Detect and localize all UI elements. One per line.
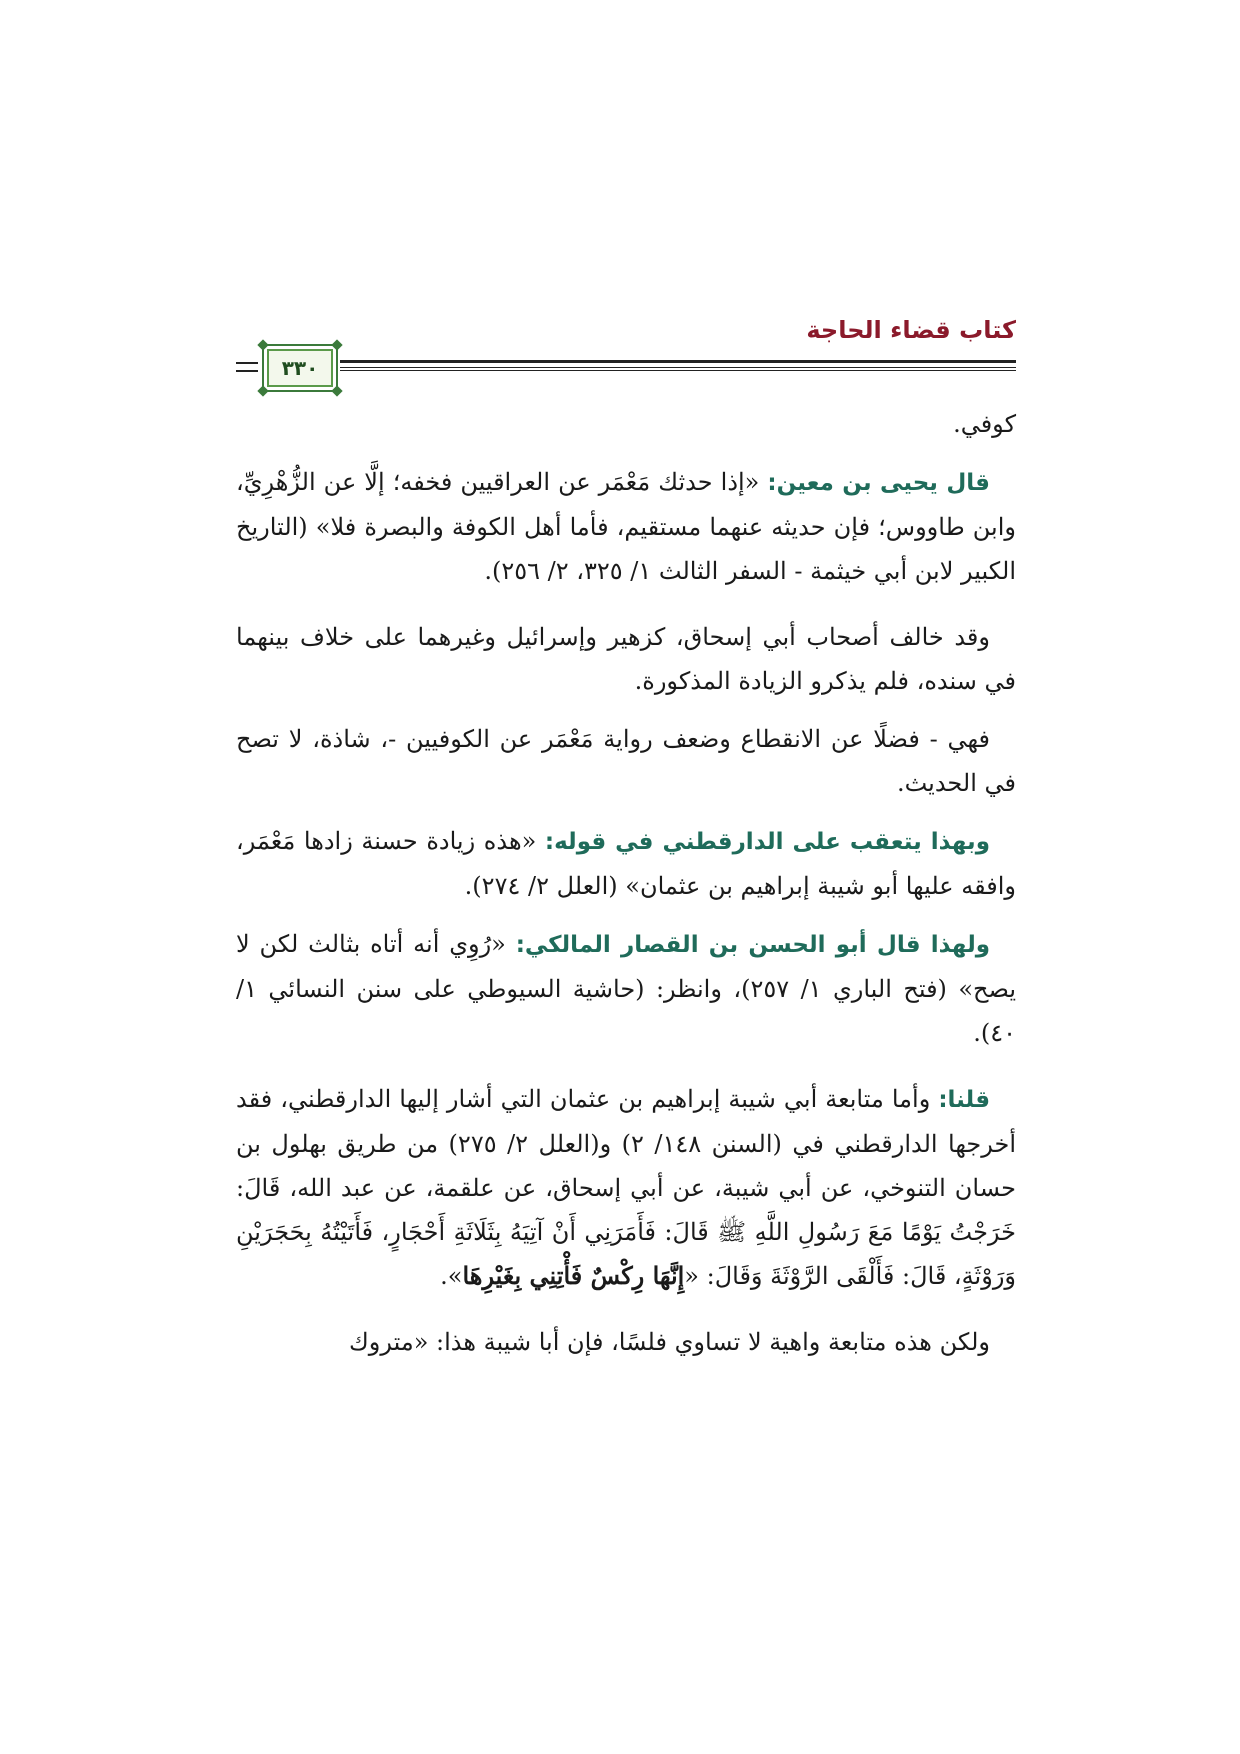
- paragraph-text: ولكن هذه متابعة واهية لا تساوي فلسًا، فإن أبا شيبة هذا: «متروك: [348, 1328, 990, 1356]
- paragraph-text: وقد خالف أصحاب أبي إسحاق، كزهير وإسرائيل وغيرهما على خلاف بينهما في سنده، فلم يذكرو الزيادة المذكورة.: [236, 623, 1016, 695]
- paragraph-text: وأما متابعة أبي شيبة إبراهيم بن عثمان التي أشار إليها الدارقطني، فقد أخرجها الدارقطني في (السنن ١٤٨/ ٢) و(العلل ٢/ ٢٧٥) من طريق بهلول بن حسان التنوخي، عن أبي شيبة، عن أبي إسحاق، عن علقمة، عن عبد الله، قَالَ: خَرَجْتُ يَوْمًا مَعَ رَسُولِ اللَّهِ ﷺ قَالَ: فَأَمَرَنِي أَنْ آتِيَهُ بِثَلَاثَةِ أَحْجَارٍ، فَأَتَيْتُهُ بِحَجَرَيْنِ وَرَوْثَةٍ، قَالَ: فَأَلْقَى الرَّوْثَةَ وَقَالَ: «: [236, 1085, 1017, 1290]
- paragraph: [236, 402, 1016, 446]
- paragraph: [236, 717, 1016, 805]
- page-header: [236, 316, 1016, 396]
- book-title: كتاب قضاء الحاجة: [806, 316, 1016, 344]
- paragraph-lead: قلنا:: [938, 1087, 990, 1113]
- paragraph-text: ».: [440, 1262, 463, 1290]
- header-rule-thin: [340, 370, 1016, 371]
- ornament-icon: [257, 385, 268, 396]
- ornament-icon: [331, 385, 342, 396]
- page-number: ٣٣٠: [281, 356, 319, 380]
- header-rule-left: [236, 362, 258, 372]
- paragraph: [236, 460, 1016, 593]
- paragraph: [236, 819, 1016, 908]
- paragraph-text: «إذا حدثك مَعْمَر عن العراقيين فخفه؛ إلَّا عن الزُّهْرِيِّ، وابن طاووس؛ فإن حديثه عنهما مستقيم، فأما أهل الكوفة والبصرة فلا» (التاريخ الكبير لابن أبي خيثمة - السفر الثالث ١/ ٣٢٥، ٢/ ٢٥٦).: [236, 468, 1016, 585]
- paragraph: [236, 922, 1016, 1055]
- paragraph-text: فهي - فضلًا عن الانقطاع وضعف رواية مَعْمَر عن الكوفيين -، شاذة، لا تصح في الحديث.: [236, 725, 1016, 797]
- paragraph: [236, 1320, 1016, 1364]
- paragraph-text: كوفي.: [953, 410, 1016, 438]
- hadith-quote: إِنَّهَا رِكْسٌ فَأْتِنِي بِغَيْرِهَا: [462, 1261, 685, 1290]
- page-body: [236, 402, 1016, 1364]
- header-rule: [340, 360, 1016, 368]
- paragraph: [236, 615, 1016, 703]
- page-number-badge: [262, 344, 338, 392]
- paragraph-lead: وبهذا يتعقب على الدارقطني في قوله:: [544, 829, 990, 855]
- ornament-icon: [331, 339, 342, 350]
- paragraph-lead: قال يحيى بن معين:: [767, 470, 990, 496]
- paragraph-text: «هذه زيادة حسنة زادها مَعْمَر، وافقه عليها أبو شيبة إبراهيم بن عثمان» (العلل ٢/ ٢٧٤).: [236, 827, 1016, 900]
- paragraph-text: «رُوِي أنه أتاه بثالث لكن لا يصح» (فتح الباري ١/ ٢٥٧)، وانظر: (حاشية السيوطي على سنن النسائي ١/ ٤٠).: [236, 930, 1017, 1047]
- paragraph: [236, 1077, 1016, 1298]
- ornament-icon: [257, 339, 268, 350]
- paragraph-lead: ولهذا قال أبو الحسن بن القصار المالكي:: [515, 932, 991, 958]
